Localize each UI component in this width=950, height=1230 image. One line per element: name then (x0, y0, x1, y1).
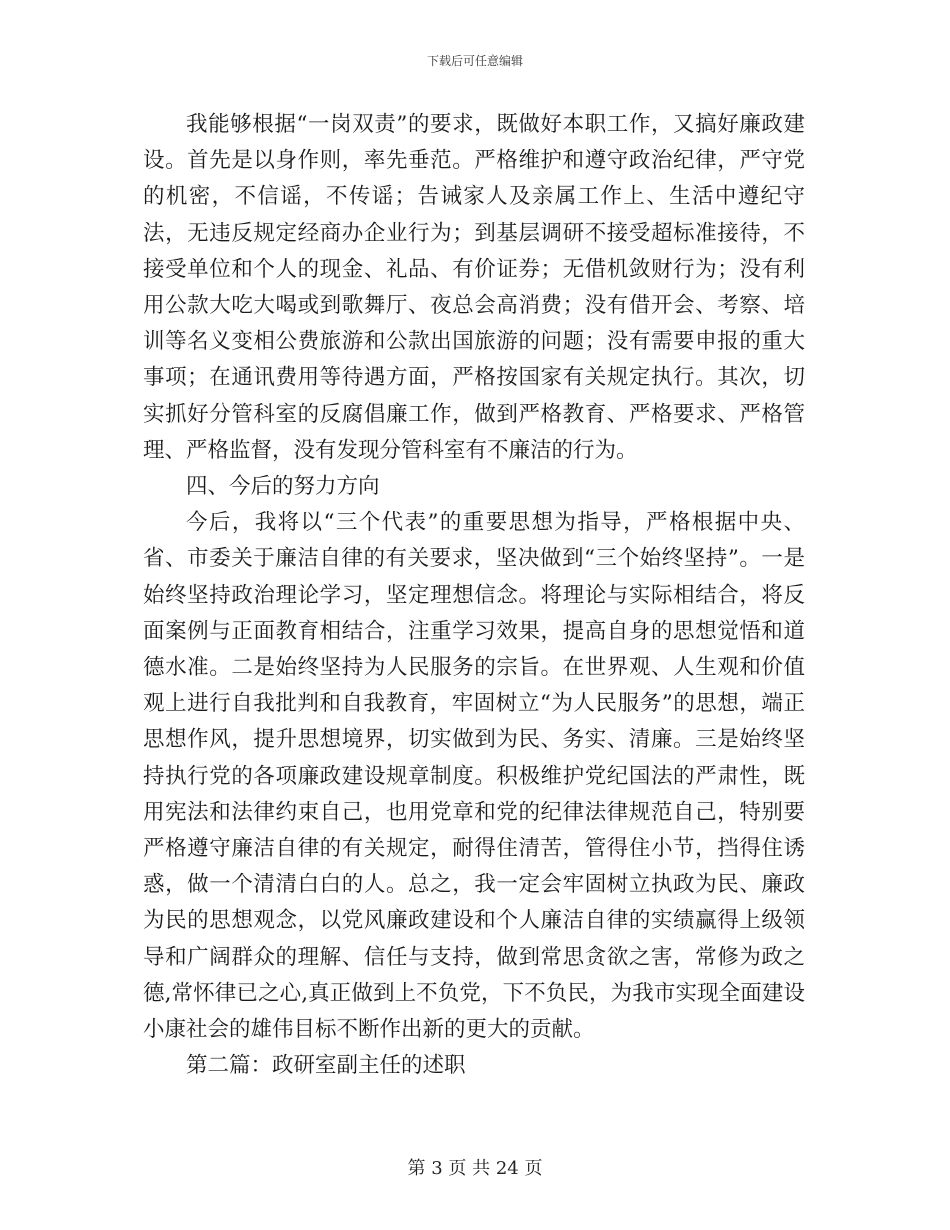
document-body (143, 107, 805, 1084)
page-header-note: 下载后可任意编辑 (426, 54, 523, 68)
section-heading-future-direction: 四、今后的努力方向 (186, 474, 380, 500)
paragraph-integrity-conduct: 我能够根据“一岗双责”的要求，既做好本职工作，又搞好廉政建设。首先是以身作则，率先垂范。严格维护和遵守政治纪律，严守党的机密，不信谣，不传谣；告诫家人及亲属工作上、生活中遵纪守法，无违反规定经商办企业行为；到基层调研不接受超标准接待，不接受单位和个人的现金、礼品、有价证券；无借机敛财行为；没有利用公款大吃大喝或到歌舞厅、夜总会高消费；没有借开会、考察、培训等名义变相公费旅游和公款出国旅游的问题；没有需要申报的重大事项；在通讯费用等待遇方面，严格按国家有关规定执行。其次，切实抓好分管科室的反腐倡廉工作，做到严格教育、严格要求、严格管理、严格监督，没有发现分管科室有不廉洁的行为。 (143, 112, 805, 463)
page-number-footer: 第 3 页 共 24 页 (407, 1158, 543, 1179)
section-heading-second-article: 第二篇：政研室副主任的述职 (186, 1053, 466, 1079)
paragraph-future-commitments: 今后，我将以“三个代表”的重要思想为指导，严格根据中央、省、市委关于廉洁自律的有关要求，坚决做到“三个始终坚持”。一是始终坚持政治理论学习，坚定理想信念。将理论与实际相结合，将反面案例与正面教育相结合，注重学习效果，提高自身的思想觉悟和道德水准。二是始终坚持为人民服务的宗旨。在世界观、人生观和价值观上进行自我批判和自我教育，牢固树立“为人民服务”的思想，端正思想作风，提升思想境界，切实做到为民、务实、清廉。三是始终坚持执行党的各项廉政建设规章制度。积极维护党纪国法的严肃性，既用宪法和法律约束自己，也用党章和党的纪律法律规范自己，特别要严格遵守廉洁自律的有关规定，耐得住清苦，管得住小节，挡得住诱惑，做一个清清白白的人。总之，我一定会牢固树立执政为民、廉政为民的思想观念，以党风廉政建设和个人廉洁自律的实绩赢得上级领导和广阔群众的理解、信任与支持，做到常思贪欲之害，常修为政之德,常怀律已之心,真正做到上不负党，下不负民，为我市实现全面建设小康社会的雄伟目标不断作出新的更大的贡献。 (143, 510, 805, 1043)
